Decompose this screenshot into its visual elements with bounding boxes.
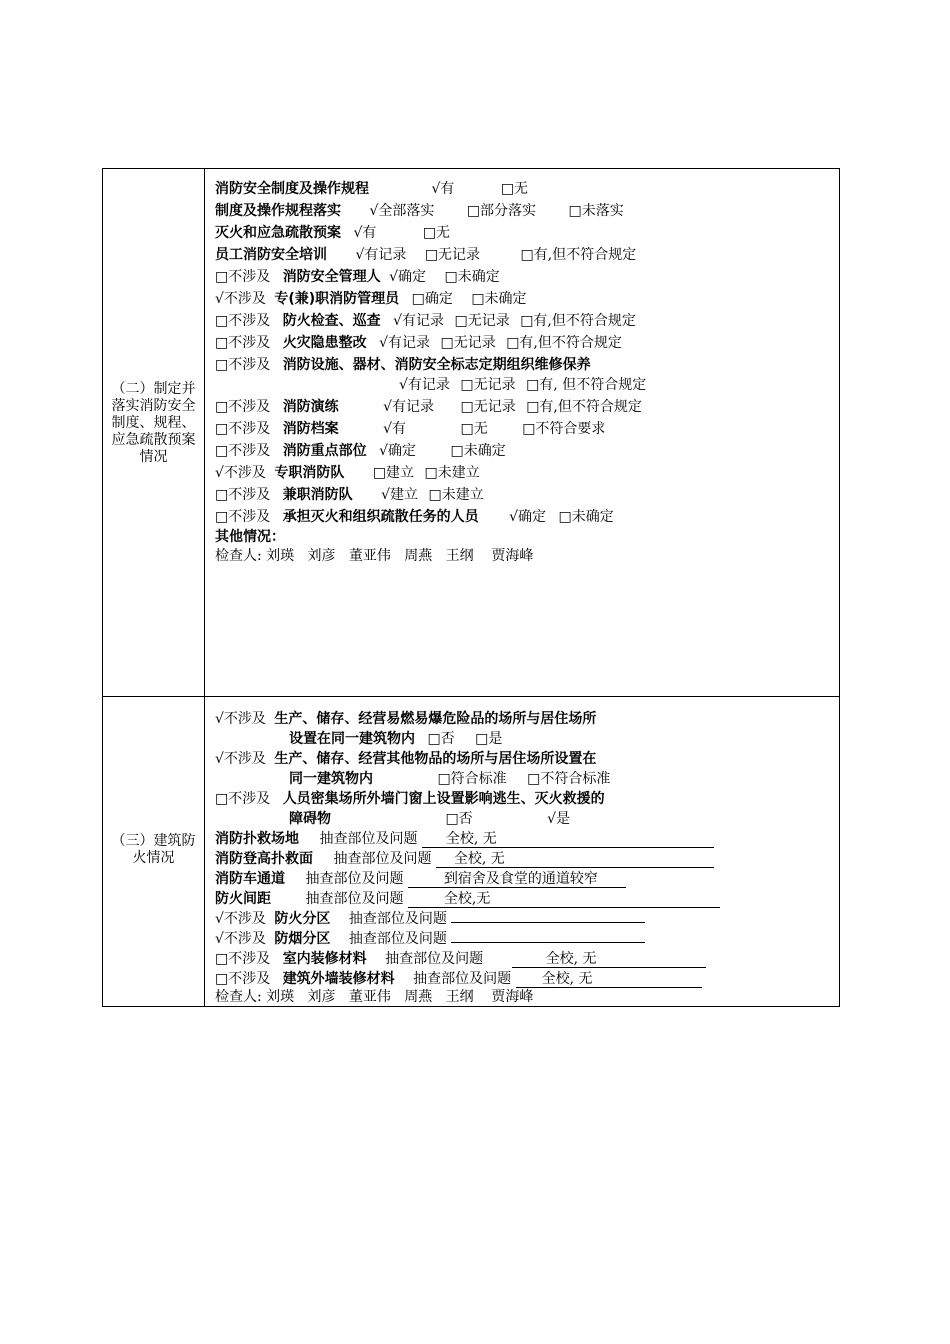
s2-other: 其他情况： — [215, 529, 285, 545]
s2-row-10: □不涉及 消防演练 √有记录 □无记录 □有,但不符合规定 — [215, 399, 642, 415]
s2-row-3: 员工消防安全培训 √有记录 □无记录 □有,但不符合规定 — [215, 247, 637, 263]
s2-row-7: □不涉及 火灾隐患整改 √有记录 □无记录 □有,但不符合规定 — [215, 335, 622, 351]
section2-label: （二）制定并落实消防安全制度、规程、应急疏散预案情况 — [111, 381, 196, 465]
s3-row-6: 消防扑救场地 抽查部位及问题 全校, 无 — [215, 829, 714, 849]
s2-row-8: □不涉及 消防设施、器材、消防安全标志定期组织维修保养 — [215, 357, 591, 373]
section3-label: （三）建筑防火情况 — [111, 833, 196, 866]
inspection-table — [102, 168, 840, 1007]
s2-row-0: 消防安全制度及操作规程 √有 □无 — [215, 181, 529, 197]
s3-row-7: 消防登高扑救面 抽查部位及问题 全校, 无 — [215, 849, 714, 869]
s2-row-5: √不涉及 专(兼)职消防管理员 □确定 □未确定 — [215, 291, 527, 307]
s3-row-10: √不涉及 防火分区 抽查部位及问题 — [215, 909, 645, 929]
s2-row-14: □不涉及 兼职消防队 √建立 □未建立 — [215, 487, 484, 503]
s2-row-9: √有记录 □无记录 □有, 但不符合规定 — [399, 377, 647, 393]
s2-row-4: □不涉及 消防安全管理人 √确定 □未确定 — [215, 269, 500, 285]
s2-row-13: √不涉及 专职消防队 □建立 □未建立 — [215, 465, 480, 481]
column-divider — [204, 169, 205, 1006]
s3-inspector: 检查人: 刘瑛 刘彦 董亚伟 周燕 王纲 贾海峰 — [215, 989, 534, 1005]
s2-row-1: 制度及操作规程落实 √全部落实 □部分落实 □未落实 — [215, 203, 624, 219]
row-divider — [103, 696, 839, 697]
s3-row-1: 设置在同一建筑物内 □否 □是 — [289, 731, 503, 747]
s3-row-4: □不涉及 人员密集场所外墙门窗上设置影响逃生、灭火救援的 — [215, 791, 605, 807]
s3-row-3: 同一建筑物内 □符合标准 □不符合标准 — [289, 771, 611, 787]
s2-row-11: □不涉及 消防档案 √有 □无 □不符合要求 — [215, 421, 606, 437]
s3-row-0: √不涉及 生产、储存、经营易燃易爆危险品的场所与居住场所 — [215, 711, 597, 727]
s2-inspector: 检查人: 刘瑛 刘彦 董亚伟 周燕 王纲 贾海峰 — [215, 548, 534, 564]
s3-row-8: 消防车通道 抽查部位及问题 到宿舍及食堂的通道较窄 — [215, 869, 626, 889]
s2-row-15: □不涉及 承担灭火和组织疏散任务的人员 √确定 □未确定 — [215, 509, 614, 525]
s3-row-13: □不涉及 建筑外墙装修材料 抽查部位及问题 全校, 无 — [215, 969, 702, 989]
s3-row-9: 防火间距 抽查部位及问题 全校,无 — [215, 889, 720, 909]
s3-row-12: □不涉及 室内装修材料 抽查部位及问题 全校, 无 — [215, 949, 706, 969]
s2-row-12: □不涉及 消防重点部位 √确定 □未确定 — [215, 443, 506, 459]
s3-row-5: 障碍物 □否 √是 — [289, 811, 571, 827]
s2-row-6: □不涉及 防火检查、巡查 √有记录 □无记录 □有,但不符合规定 — [215, 313, 636, 329]
s3-row-11: √不涉及 防烟分区 抽查部位及问题 — [215, 929, 645, 949]
s3-row-2: √不涉及 生产、储存、经营其他物品的场所与居住场所设置在 — [215, 751, 597, 767]
s2-row-2: 灭火和应急疏散预案 √有 □无 — [215, 225, 451, 241]
